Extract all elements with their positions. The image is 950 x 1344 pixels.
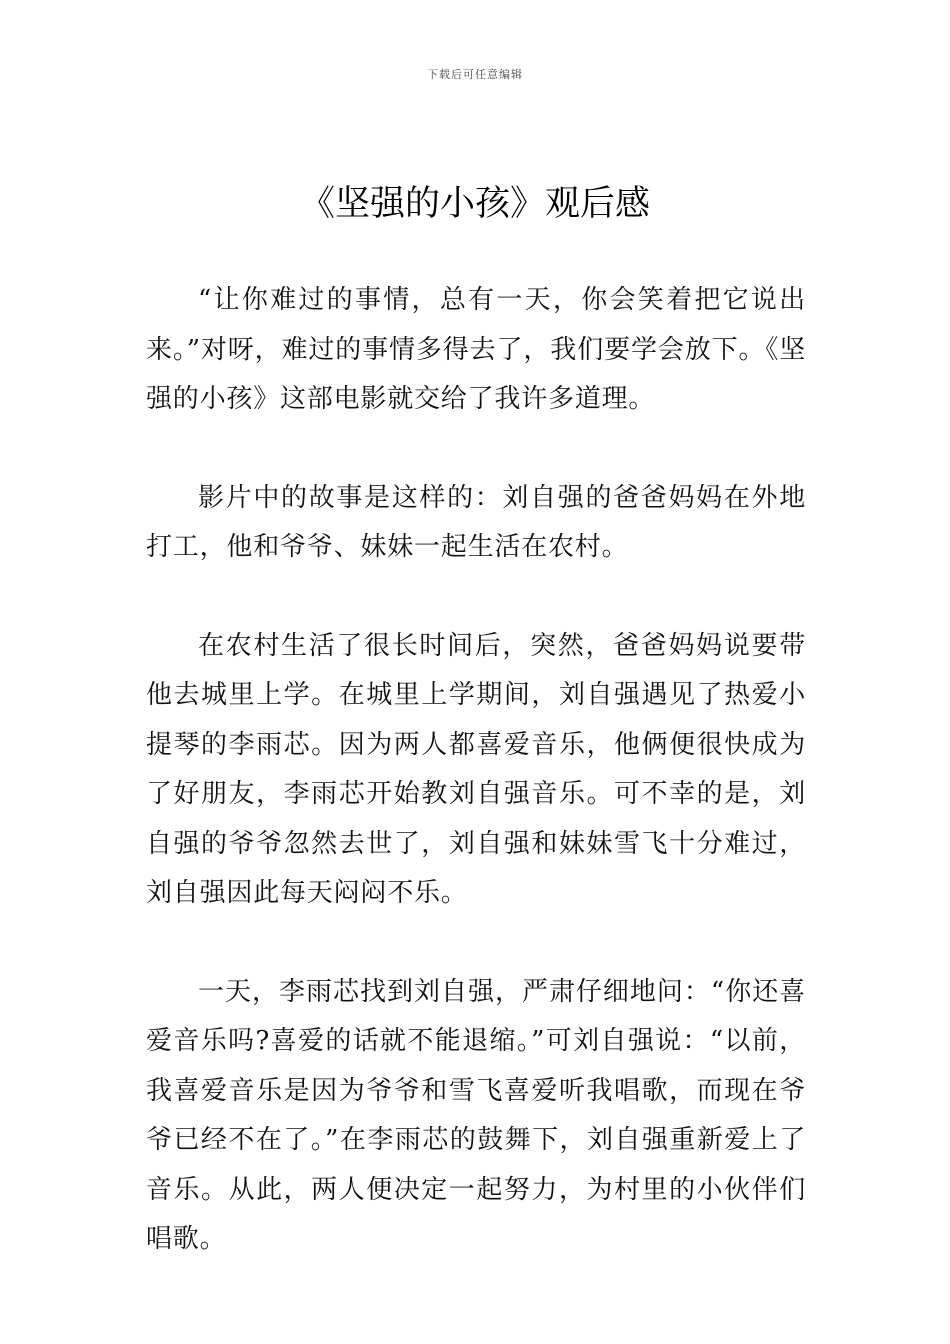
document-title: 《坚强的小孩》观后感	[299, 184, 650, 224]
paragraph-4: 一天，李雨芯找到刘自强，严肃仔细地问：“你还喜爱音乐吗?喜爱的话就不能退缩。”可刘自强说：“以前，我喜爱音乐是因为爷爷和雪飞喜爱听我唱歌，而现在爷爷已经不在了。”在李雨芯的鼓舞下，刘自强重新爱上了音乐。从此，两人便决定一起努力，为村里的小伙伴们唱歌。	[146, 976, 806, 1254]
paragraph-1: “让你难过的事情，总有一天，你会笑着把它说出来。”对呀，难过的事情多得去了，我们要学会放下。《坚强的小孩》这部电影就交给了我许多道理。	[146, 285, 806, 414]
paragraph-2: 影片中的故事是这样的：刘自强的爸爸妈妈在外地打工，他和爷爷、妹妹一起生活在农村。	[146, 482, 806, 562]
paragraph-3: 在农村生活了很长时间后，突然，爸爸妈妈说要带他去城里上学。在城里上学期间，刘自强遇见了热爱小提琴的李雨芯。因为两人都喜爱音乐，他俩便很快成为了好朋友，李雨芯开始教刘自强音乐。可不幸的是，刘自强的爷爷忽然去世了，刘自强和妹妹雪飞十分难过，刘自强因此每天闷闷不乐。	[146, 630, 806, 908]
document-body	[146, 276, 806, 1314]
page-header-note: 下载后可任意编辑	[427, 68, 523, 81]
